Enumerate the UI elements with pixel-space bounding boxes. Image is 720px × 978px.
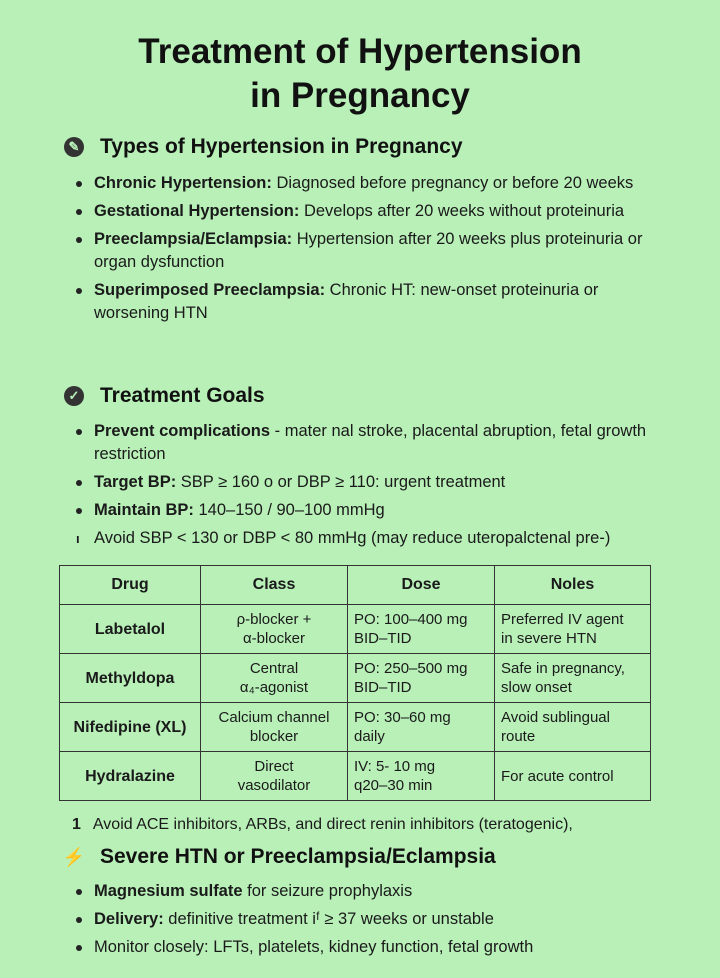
note-line: Avoid sublingual — [501, 709, 610, 726]
term: Chronic Hypertension: — [94, 174, 272, 192]
table-row — [60, 703, 651, 752]
class-line: blocker — [249, 728, 299, 745]
dose-cell — [348, 654, 495, 703]
desc: SBP ≥ 160 o or DBP ≥ 110: urgent treatment — [176, 473, 506, 491]
desc: 140–150 / 90–100 mmHg — [193, 501, 385, 519]
table-header-row — [60, 566, 651, 605]
note-cell — [495, 703, 651, 752]
dose-cell — [348, 752, 495, 801]
desc: Monitor closely: LFTs, platelets, kidney function, fetal growth — [94, 938, 534, 956]
note-line: slow onset — [501, 679, 572, 696]
dose-line: IV: 5- 10 mg — [354, 758, 436, 775]
note-line: For acute control — [501, 767, 614, 785]
check-circle-icon: ✓ — [64, 386, 84, 406]
list-item — [72, 228, 672, 274]
marker-icon: ı — [76, 531, 80, 546]
col-header: Noles — [495, 566, 651, 605]
drug-cell: Methyldopa — [60, 654, 201, 703]
footnote-text: Avoid ACE inhibitors, ARBs, and direct renin inhibitors (teratogenic), — [92, 816, 573, 833]
dose-line: PO: 250–500 mg — [354, 660, 468, 677]
footnote-number: 1 — [72, 816, 81, 833]
list-item — [72, 908, 672, 931]
dose-line: BID–TID — [354, 630, 412, 647]
class-line: α-blocker — [242, 630, 306, 647]
dose-line: PO: 100–400 mg — [354, 611, 468, 628]
types-heading — [64, 135, 463, 159]
term: Preeclampsia/Eclampsia: — [94, 230, 293, 248]
list-item — [72, 471, 672, 494]
table-row — [60, 605, 651, 654]
list-item — [72, 200, 672, 223]
list-item — [72, 420, 672, 466]
note-line: in severe HTN — [501, 630, 597, 647]
class-cell — [201, 605, 348, 654]
drug-cell: Labetalol — [60, 605, 201, 654]
col-header: Class — [201, 566, 348, 605]
list-item — [72, 172, 672, 195]
drug-cell: Nifedipine (XL) — [60, 703, 201, 752]
desc: for seizure prophylaxis — [242, 882, 413, 900]
class-cell — [201, 752, 348, 801]
class-cell — [201, 703, 348, 752]
class-line: ρ-blocker + — [236, 611, 312, 628]
term: Gestational Hypertension: — [94, 202, 300, 220]
note-cell — [495, 654, 651, 703]
dose-cell — [348, 703, 495, 752]
dose-line: q20–30 min — [354, 777, 433, 794]
note-line: Safe in pregnancy, — [501, 660, 625, 677]
class-line: α₄-agonist — [239, 679, 309, 696]
term: Target BP: — [94, 473, 177, 491]
list-item — [72, 279, 672, 325]
footnote — [72, 816, 573, 834]
goals-list — [72, 420, 672, 555]
types-list — [72, 172, 672, 330]
desc: definitive treatment iᶠ ≥ 37 weeks or unstable — [163, 910, 494, 928]
section-badge-icon: ✎ — [64, 137, 84, 157]
severe-heading — [64, 845, 496, 869]
class-line: vasodilator — [237, 777, 311, 794]
desc: Avoid SBP < 130 or DBP < 80 mmHg (may reduce uteropalctenal pre-) — [94, 529, 611, 547]
term: Superimposed Preeclampsia: — [94, 281, 326, 299]
types-heading-text: Types of Hypertension in Pregnancy — [100, 135, 463, 158]
dose-cell — [348, 605, 495, 654]
list-item — [72, 936, 672, 959]
term: Delivery: — [94, 910, 164, 928]
severe-heading-text: Severe HTN or Preeclampsia/Eclampsia — [100, 845, 496, 868]
title-line-2: in Pregnancy — [250, 76, 470, 115]
list-item — [72, 880, 672, 903]
col-header: Dose — [348, 566, 495, 605]
goals-heading-text: Treatment Goals — [100, 384, 265, 407]
desc: Hypertension after 20 weeks plus proteinuria or organ dysfunction — [94, 230, 643, 271]
lightning-icon: ⚡ — [62, 846, 86, 867]
desc: - mater nal stroke, placental abruption, fetal growth restriction — [94, 422, 647, 463]
severe-list — [72, 880, 672, 964]
term: Prevent complications — [94, 422, 271, 440]
drug-cell: Hydralazine — [60, 752, 201, 801]
note-cell — [495, 752, 651, 801]
note-line: route — [501, 728, 536, 745]
class-line: Calcium channel — [218, 709, 330, 726]
list-item — [72, 527, 672, 550]
class-line: Central — [249, 660, 299, 677]
drug-table — [59, 565, 651, 801]
desc: Chronic HT: new-onset proteinuria or worsening HTN — [94, 281, 599, 322]
term: Magnesium sulfate — [94, 882, 243, 900]
desc: Develops after 20 weeks without proteinuria — [299, 202, 625, 220]
title-line-1: Treatment of Hypertension — [138, 32, 582, 71]
goals-heading — [64, 384, 265, 408]
note-line: Preferred IV agent — [501, 611, 624, 628]
dose-line: daily — [354, 728, 385, 745]
dose-line: PO: 30–60 mg — [354, 709, 451, 726]
desc: Diagnosed before pregnancy or before 20 weeks — [271, 174, 634, 192]
class-line: Direct — [254, 758, 294, 775]
dose-line: BID–TID — [354, 679, 412, 696]
class-cell — [201, 654, 348, 703]
table-row — [60, 654, 651, 703]
term: Maintain BP: — [94, 501, 194, 519]
col-header: Drug — [60, 566, 201, 605]
list-item — [72, 499, 672, 522]
note-cell — [495, 605, 651, 654]
table-row — [60, 752, 651, 801]
page-title — [0, 30, 720, 118]
